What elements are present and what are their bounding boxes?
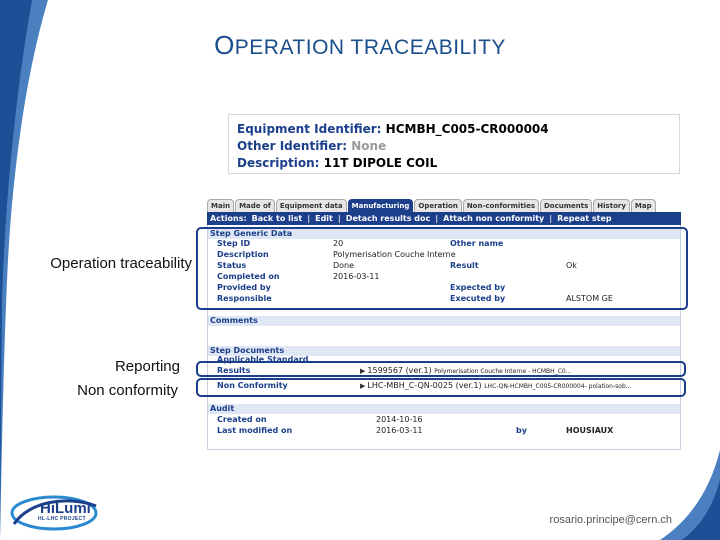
logo-subtext: HL-LHC PROJECT [38, 516, 86, 522]
reporting-label: Reporting [114, 358, 180, 375]
results-doc-title: Polymerisation Couche Interne - HCMBH_C0... [434, 368, 572, 375]
operation-traceability-label: Operation traceability [50, 255, 192, 272]
modified-row [208, 426, 680, 436]
description-value: 11T DIPOLE COIL [323, 156, 438, 170]
action-separator: | [337, 214, 341, 223]
step-id-label: Step ID [217, 239, 251, 248]
operation-traceability-highlight [196, 227, 688, 310]
non-conformity-highlight [196, 378, 686, 397]
step-description-value: Polymerisation Couche Interne [333, 250, 456, 259]
status-label: Status [217, 261, 247, 270]
back-to-list-link[interactable]: Back to list [251, 214, 303, 223]
created-value: 2014-10-16 [376, 415, 423, 424]
provided-label: Provided by [217, 283, 271, 292]
equipment-identifier-label: Equipment Identifier: [237, 122, 382, 136]
created-row [208, 415, 680, 425]
action-separator: | [549, 214, 553, 223]
logo-text: HiLumi [40, 500, 91, 517]
other-identifier-row [237, 138, 679, 155]
result-label: Result [450, 261, 479, 270]
tab-operation[interactable]: Operation [414, 199, 461, 212]
non-conformity-label: Non Conformity [217, 381, 288, 390]
step-description-label: Description [217, 250, 269, 259]
result-value: Ok [566, 261, 577, 270]
step-id-value: 20 [333, 239, 344, 248]
modified-label: Last modified on [217, 426, 293, 435]
status-value: Done [333, 261, 355, 270]
by-value: HOUSIAUX [566, 426, 614, 435]
equipment-header [228, 114, 680, 174]
modified-value: 2016-03-11 [376, 426, 423, 435]
nc-doc-id: LHC-MBH_C-QN-0025 (ver.1) [367, 381, 482, 390]
reporting-highlight [196, 361, 686, 377]
tab-made-of[interactable]: Made of [235, 199, 275, 212]
tab-history[interactable]: History [593, 199, 630, 212]
tab-documents[interactable]: Documents [540, 199, 592, 212]
description-row [237, 155, 679, 172]
action-bar [207, 212, 681, 225]
presenter-email: rosario.principe@cern.ch [549, 514, 672, 526]
other-name-label: Other name [450, 239, 504, 248]
description-label: Description: [237, 156, 320, 170]
step-generic-data-header: Step Generic Data [208, 229, 680, 239]
action-separator: | [435, 214, 439, 223]
tab-bar [207, 199, 681, 212]
executed-value: ALSTOM GE [566, 294, 613, 303]
created-label: Created on [217, 415, 267, 424]
results-label: Results [217, 366, 251, 375]
actions-label: Actions: [210, 214, 247, 223]
tab-manufacturing[interactable]: Manufacturing [348, 199, 414, 212]
equipment-identifier-value: HCMBH_C005-CR000004 [385, 122, 549, 136]
completed-label: Completed on [217, 272, 280, 281]
action-separator: | [307, 214, 311, 223]
step-documents-header: Step Documents [208, 346, 680, 356]
repeat-step-link[interactable]: Repeat step [557, 214, 612, 223]
other-identifier-value: None [351, 139, 387, 153]
equipment-identifier-row [237, 121, 679, 138]
slide-title: OPERATION TRACEABILITY [214, 30, 506, 60]
non-conformity-side-label: Non conformity [77, 382, 178, 399]
tab-map[interactable]: Map [631, 199, 656, 212]
edit-link[interactable]: Edit [315, 214, 333, 223]
tab-main[interactable]: Main [207, 199, 234, 212]
comments-header: Comments [208, 316, 680, 326]
by-label: by [516, 426, 527, 435]
responsible-label: Responsible [217, 294, 272, 303]
audit-header: Audit [208, 404, 680, 414]
detach-results-doc-link[interactable]: Detach results doc [345, 214, 431, 223]
tab-equipment-data[interactable]: Equipment data [276, 199, 347, 212]
results-doc-id: 1599567 (ver.1) [367, 366, 432, 375]
tab-non-conformities[interactable]: Non-conformities [463, 199, 539, 212]
other-identifier-label: Other Identifier: [237, 139, 348, 153]
play-arrow-icon: ▶ [360, 367, 366, 375]
completed-value: 2016-03-11 [333, 272, 380, 281]
play-arrow-icon: ▶ [360, 382, 366, 390]
executed-label: Executed by [450, 294, 506, 303]
applicable-standard-label: Applicable Standard [217, 355, 309, 364]
attach-non-conformity-link[interactable]: Attach non conformity [443, 214, 545, 223]
expected-label: Expected by [450, 283, 506, 292]
nc-doc-title: LHC-QN-HCMBH_C005-CR000004- polation-sob... [484, 383, 632, 390]
